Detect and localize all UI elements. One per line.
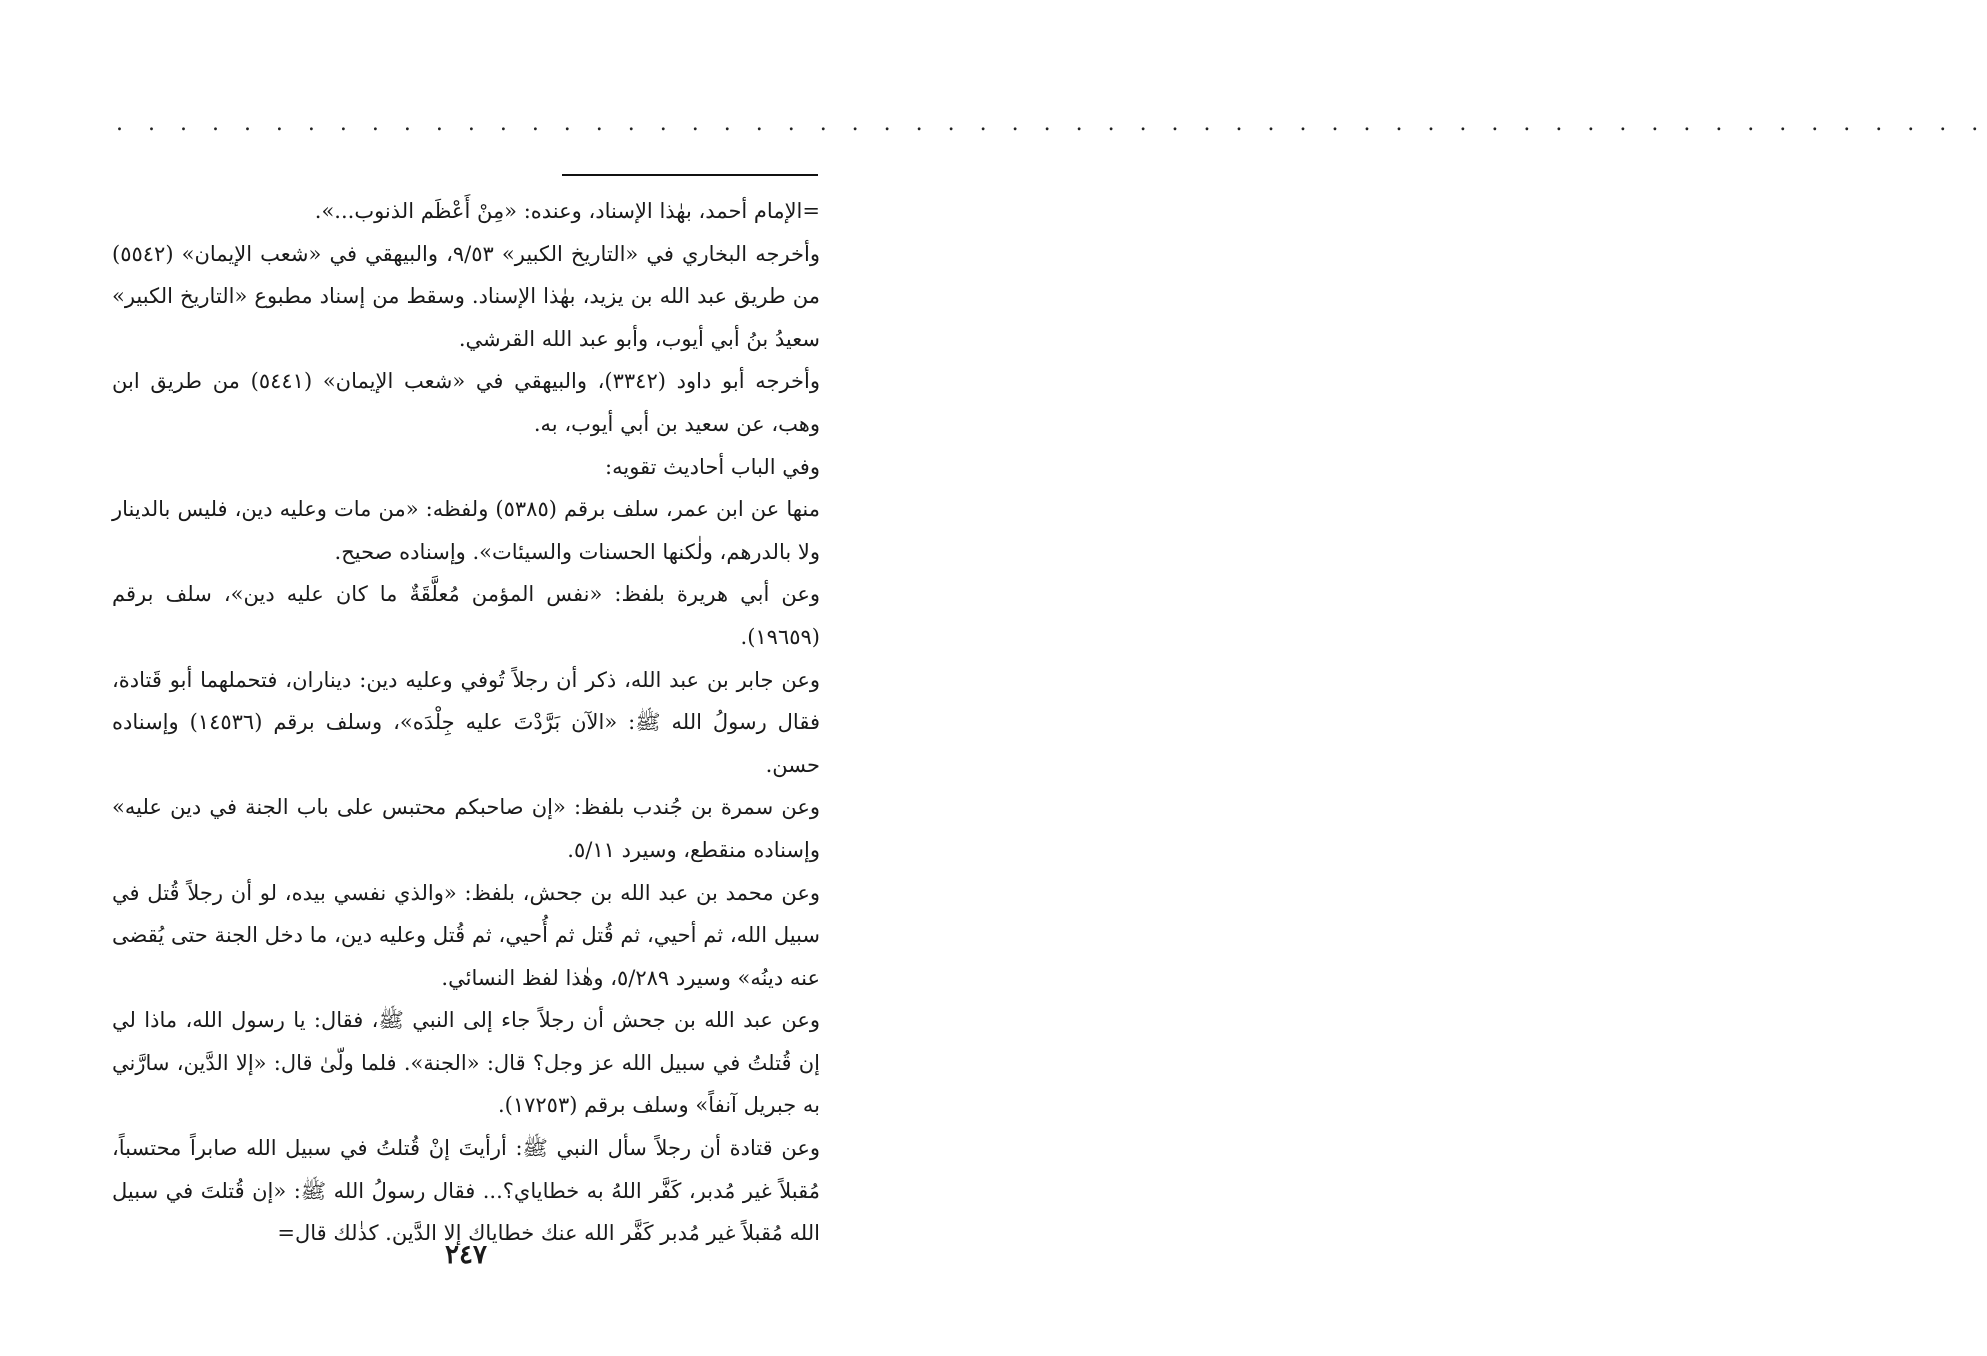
- paragraph: وأخرجه البخاري في «التاريخ الكبير» ٩/٥٣، والبيهقي في «شعب الإيمان» (٥٥٤٢) من طريق عبد الله بن يزيد، بهٰذا الإسناد. وسقط من إسناد مطبوع «التاريخ الكبير» سعيدُ بنُ أبي أيوب، وأبو عبد الله القرشي.: [112, 241, 820, 351]
- paragraph: وأخرجه أبو داود (٣٣٤٢)، والبيهقي في «شعب الإيمان» (٥٤٤١) من طريق ابن وهب، عن سعيد بن أبي أيوب، به.: [112, 369, 820, 436]
- footnote-text: [112, 190, 820, 1255]
- paragraph: وعن جابر بن عبد الله، ذكر أن رجلاً تُوفي وعليه دين: ديناران، فتحملهما أبو قَتادة، فقال رسولُ الله ﷺ: «الآن بَرَّدْتَ عليه جِلْدَه»، وسلف برقم (١٤٥٣٦) وإسناده حسن.: [112, 667, 820, 777]
- paragraph: وفي الباب أحاديث تقويه:: [605, 454, 820, 479]
- paragraph: وعن سمرة بن جُندب بلفظ: «إن صاحبكم محتبس على باب الجنة في دين عليه» وإسناده منقطع، وسيرد ٥/١١.: [112, 795, 820, 862]
- page-number: ٢٤٧: [445, 1240, 487, 1270]
- paragraph: وعن أبي هريرة بلفظ: «نفس المؤمن مُعلَّقَةٌ ما كان عليه دين»، سلف برقم (١٩٦٥٩).: [112, 582, 820, 649]
- paragraph: =الإمام أحمد، بهٰذا الإسناد، وعنده: «مِنْ أَعْظَم الذنوب...».: [314, 199, 820, 223]
- separator-dots: . . . . . . . . . . . . . . . . . . . . . . . . . . . . . . . . . . . . . . . . . . . . . . . . . . . . . . . . . . .: [116, 111, 1987, 136]
- paragraph: وعن عبد الله بن جحش أن رجلاً جاء إلى النبي ﷺ، فقال: يا رسول الله، ماذا لي إن قُتلتُ في سبيل الله عز وجل؟ قال: «الجنة». فلما ولّىٰ قال: «إلا الدَّين، سارَّني به جبريل آنفاً» وسلف برقم (١٧٢٥٣).: [112, 1008, 820, 1118]
- footnote-rule: [562, 174, 818, 176]
- paragraph: وعن قتادة أن رجلاً سأل النبي ﷺ: أرأيتَ إنْ قُتلتُ في سبيل الله صابراً محتسباً، مُقبلاً غير مُدبر، كَفَّر اللهُ به خطاياي؟... فقال رسولُ الله ﷺ: «إن قُتلتَ في سبيل الله مُقبلاً غير مُدبر كَفَّر الله عنك خطاياك إلا الدَّين. كذٰلك قال=: [112, 1136, 820, 1246]
- paragraph: وعن محمد بن عبد الله بن جحش، بلفظ: «والذي نفسي بيده، لو أن رجلاً قُتل في سبيل الله، ثم أحيي، ثم قُتل ثم أُحيي، ثم قُتل وعليه دين، ما دخل الجنة حتى يُقضى عنه دينُه» وسيرد ٥/٢٨٩، وهٰذا لفظ النسائي.: [112, 880, 820, 990]
- paragraph: منها عن ابن عمر، سلف برقم (٥٣٨٥) ولفظه: «من مات وعليه دين، فليس بالدينار ولا بالدرهم، ولٰكنها الحسنات والسيئات». وإسناده صحيح.: [112, 497, 820, 564]
